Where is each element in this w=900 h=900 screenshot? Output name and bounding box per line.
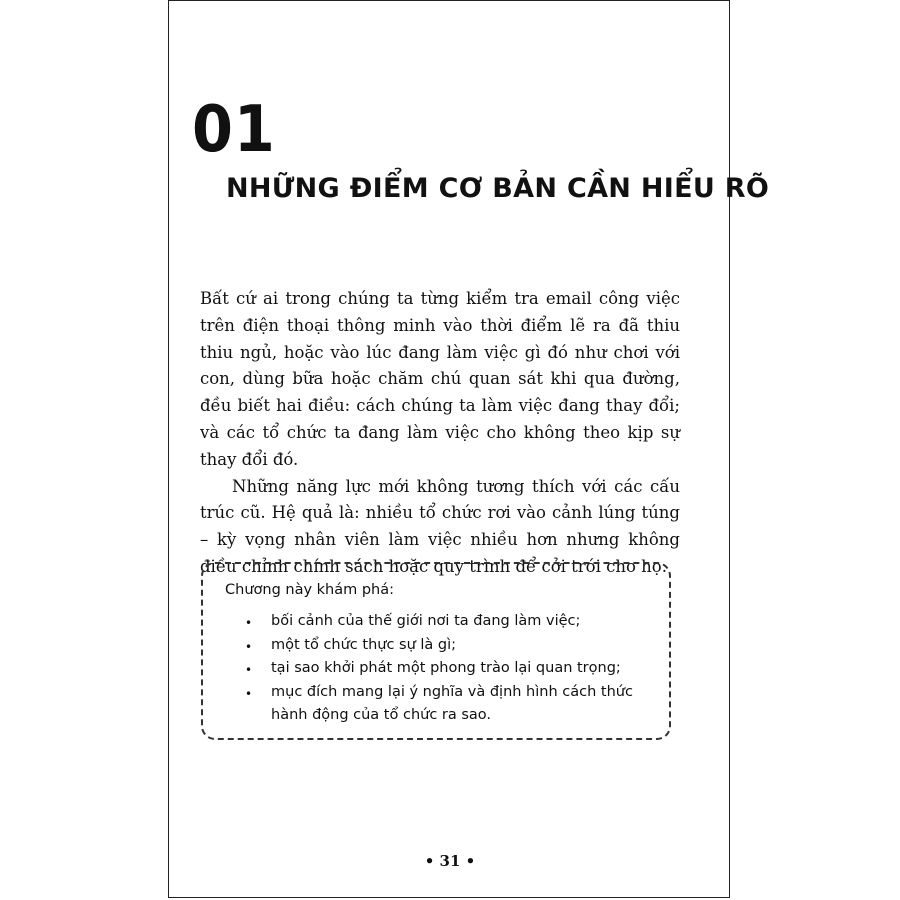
chapter-number: 01 (192, 93, 276, 167)
paragraph-2: Những năng lực mới không tương thích với các cấu trúc cũ. Hệ quả là: nhiều tổ chức rơi vào cảnh lúng túng – kỳ vọng nhân viên làm việc nhiều hơn nhưng không điều chỉnh chính sách hoặc quy trình để cởi trói cho họ. (200, 476, 680, 576)
list-item-text: mục đích mang lại ý nghĩa và định hình cách thức hành động của tổ chức ra sao. (271, 683, 633, 723)
body-text (200, 286, 680, 581)
bullet-icon: • (245, 663, 253, 677)
bullet-icon: • (245, 639, 253, 654)
list-item-text: một tổ chức thực sự là gì; (271, 636, 457, 653)
list-item-text: tại sao khởi phát một phong trào lại quan trọng; (271, 660, 621, 676)
list-item (225, 657, 645, 681)
bullet-icon: • (245, 616, 253, 630)
summary-heading: Chương này khám phá: (225, 582, 395, 598)
list-item (225, 681, 645, 728)
summary-list (225, 610, 645, 728)
bullet-icon: • (245, 686, 253, 701)
paragraph-1: Bất cứ ai trong chúng ta từng kiểm tra email công việc trên điện thoại thông minh vào thời điểm lẽ ra đã thiu thiu ngủ, hoặc vào lúc đang làm việc gì đó như chơi với con, dùng bữa hoặc chăm chú quan sát khi qua đường, đều biết hai điều: cách chúng ta làm việc đang thay đổi; và các tổ chức ta đang làm việc cho không theo kịp sự thay đổi đó. (200, 289, 680, 469)
page-number: • 31 • (424, 852, 476, 870)
chapter-title: NHỮNG ĐIỂM CƠ BẢN CẦN HIỂU RÕ (226, 173, 770, 204)
chapter-summary-box (201, 562, 671, 740)
list-item (225, 634, 645, 658)
list-item (225, 610, 645, 634)
list-item-text: bối cảnh của thế giới nơi ta đang làm việc; (271, 613, 581, 629)
